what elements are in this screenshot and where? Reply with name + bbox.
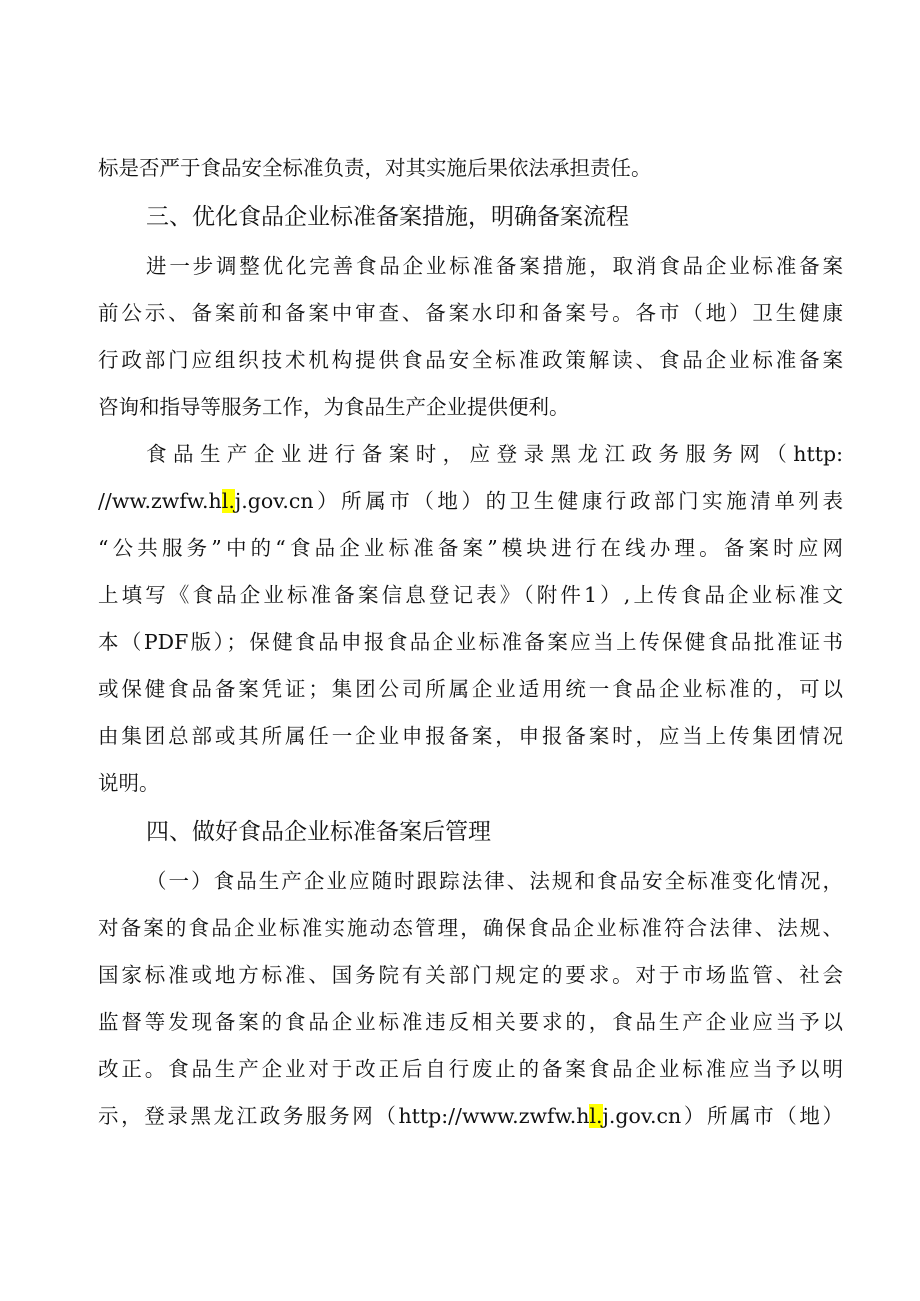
paragraph-line: 由集团总部或其所属任一企业申报备案，申报备案时，应当上传集团情况: [98, 724, 843, 748]
paragraph-line: 咨询和指导等服务工作，为食品生产企业提供便利。: [98, 395, 570, 419]
paragraph-line: 或保健食品备案凭证；集团公司所属企业适用统一食品企业标准的，可以: [98, 677, 843, 701]
paragraph-line: 行政部门应组织技术机构提供食品安全标准政策解读、食品企业标准备案: [98, 348, 843, 372]
highlighted-text: l.: [221, 489, 235, 513]
url-text-pre: 示，登录黑龙江政务服务网（http://www.zwfw.h: [98, 1104, 590, 1128]
paragraph-line: 改正。食品生产企业对于改正后自行废止的备案食品企业标准应当予以明: [98, 1057, 843, 1081]
paragraph-line: 说明。: [98, 771, 160, 795]
paragraph-line: （一）食品生产企业应随时跟踪法律、法规和食品安全标准变化情况，: [146, 869, 843, 893]
highlighted-text: l.: [589, 1104, 603, 1128]
paragraph-line: 监督等发现备案的食品企业标准违反相关要求的，食品生产企业应当予以: [98, 1010, 843, 1034]
paragraph-line: 上填写《食品企业标准备案信息登记表》（附件1）,上传食品企业标准文: [98, 583, 843, 607]
section-heading-4: 四、做好食品企业标准备案后管理: [146, 819, 491, 845]
paragraph-line: 国家标准或地方标准、国务院有关部门规定的要求。对于市场监管、社会: [98, 963, 843, 987]
paragraph-line: 标是否严于食品安全标准负责，对其实施后果依法承担责任。: [98, 156, 652, 180]
url-text-post: j.gov.cn）所属市（地）: [602, 1104, 843, 1128]
paragraph-line: 本（PDF版）；保健食品申报食品企业标准备案应当上传保健食品批准证书: [98, 630, 843, 654]
paragraph-line: 食品生产企业进行备案时，应登录黑龙江政务服务网（http:: [146, 442, 843, 466]
paragraph-line: “公共服务”中的“食品企业标准备案”模块进行在线办理。备案时应网: [98, 536, 843, 560]
url-text-post: j.gov.cn）所属市（地）的卫生健康行政部门实施清单列表: [234, 489, 843, 513]
section-heading-3: 三、优化食品企业标准备案措施，明确备案流程: [146, 204, 629, 230]
paragraph-line: 对备案的食品企业标准实施动态管理，确保食品企业标准符合法律、法规、: [98, 916, 843, 940]
paragraph-line-url: [98, 1096, 843, 1136]
paragraph-line-url: [98, 481, 843, 521]
paragraph-line: 前公示、备案前和备案中审查、备案水印和备案号。各市（地）卫生健康: [98, 301, 843, 325]
url-text-pre: //ww.zwfw.h: [98, 489, 222, 513]
paragraph-line: 进一步调整优化完善食品企业标准备案措施，取消食品企业标准备案: [146, 254, 843, 278]
